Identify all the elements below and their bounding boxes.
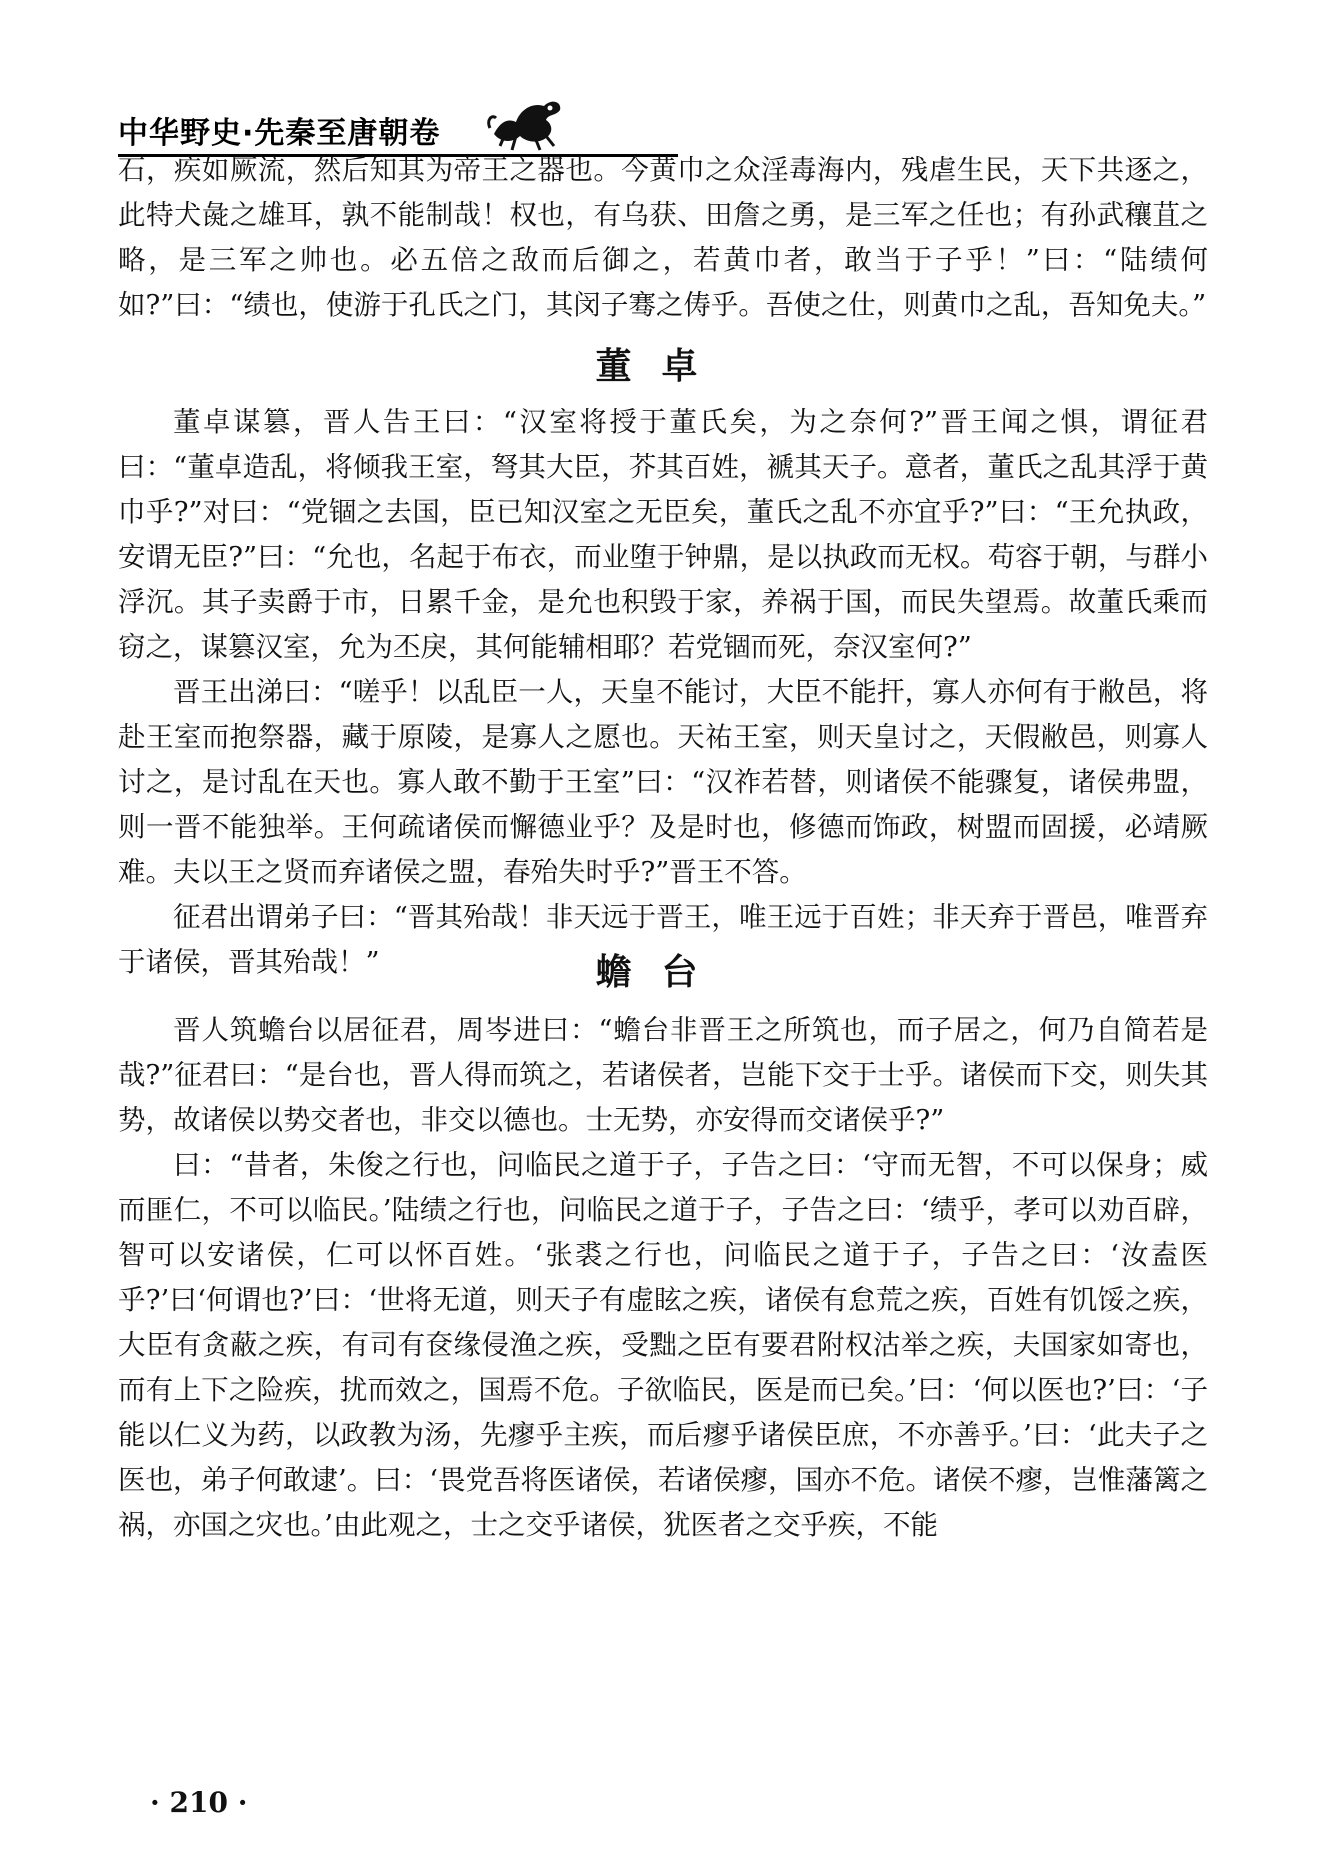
page-number: · 210 · — [150, 1786, 248, 1819]
paragraph: 董卓谋篡，晋人告王曰：“汉室将授于董氏矣，为之奈何?”晋王闻之惧，谓征君曰：“董卓造乱，将倾我王室，弩其大臣，芥其百姓，褫其天子。意者，董氏之乱其浮于黄巾乎?”对曰：“党锢之去国，臣已知汉室之无臣矣，董氏之乱不亦宜乎?”曰：“王允执政，安谓无臣?”曰：“允也，名起于布衣，而业堕于钟鼎，是以执政而无权。苟容于朝，与群小浮沉。其子卖爵于市，日累千金，是允也积毁于家，养祸于国，而民失望焉。故董氏乘而窃之，谋篡汉室，允为丕戾，其何能辅相耶？若党锢而死，奈汉室何?” — [118, 406, 1208, 663]
dragon-ornament-icon — [486, 92, 568, 152]
paragraph: 征君出谓弟子曰：“晋其殆哉！非天远于晋王，唯王远于百姓；非天弃于晋邑，唯晋弃于诸侯，晋其殆哉！” — [118, 901, 1208, 978]
intro-paragraph: 石，疾如厥流，然后知其为帝王之器也。今黄巾之众淫毒海内，残虐生民，天下共逐之，此特犬彘之雄耳，孰不能制哉！权也，有乌获、田詹之勇，是三军之任也；有孙武穰苴之略，是三军之帅也。必五倍之敌而后御之，若黄巾者，敢当于子乎！”曰：“陆绩何如?”曰：“绩也，使游于孔氏之门，其闵子骞之俦乎。吾使之仕，则黄巾之乱，吾知免夫。” — [118, 154, 1208, 321]
section-chantai-text — [118, 1008, 1208, 1548]
section-title-dongzhuo: 董卓 — [595, 345, 728, 387]
paragraph: 晋王出涕曰：“嗟乎！以乱臣一人，天皇不能讨，大臣不能扞，寡人亦何有于敝邑，将赴王室而抱祭器，藏于原陵，是寡人之愿也。天祐王室，则天皇讨之，天假敝邑，则寡人讨之，是讨乱在天也。寡人敢不勤于王室”曰：“汉祚若替，则诸侯不能骤复，诸侯弗盟，则一晋不能独举。王何疏诸侯而懈德业乎？及是时也，修德而饰政，树盟而固援，必靖厥难。夫以王之贤而弃诸侯之盟，春殆失时乎?”晋王不答。 — [118, 676, 1208, 888]
intro-text — [118, 148, 1208, 328]
book-title: 中华野史·先秦至唐朝卷 — [118, 116, 441, 151]
paragraph: 曰：“昔者，朱俊之行也，问临民之道于子，子告之曰：‘守而无智，不可以保身；威而匪仁，不可以临民。’陆绩之行也，问临民之道于子，子告之曰：‘绩乎，孝可以劝百辟，智可以安诸侯，仁可以怀百姓。‘张裘之行也，问临民之道于子，子告之曰：‘汝盍医乎?’曰‘何谓也?’曰：‘世将无道，则天子有虚眩之疾，诸侯有怠荒之疾，百姓有饥馁之疾，大臣有贪蔽之疾，有司有奁缘侵渔之疾，受黜之臣有要君附权沽举之疾，夫国家如寄也，而有上下之险疾，扰而效之，国焉不危。子欲临民，医是而已矣。’曰：‘何以医也?’曰：‘子能以仁义为药，以政教为汤，先瘳乎主疾，而后瘳乎诸侯臣庶，不亦善乎。’曰：‘此夫子之医也，弟子何敢逮’。曰：‘畏党吾将医诸侯，若诸侯瘳，国亦不危。诸侯不瘳，岂惟藩篱之祸，亦国之灾也。’由此观之，士之交乎诸侯，犹医者之交乎疾，不能 — [118, 1149, 1208, 1541]
paragraph: 晋人筑蟾台以居征君，周岑进曰：“蟾台非晋王之所筑也，而子居之，何乃自简若是哉?”征君曰：“是台也，晋人得而筑之，若诸侯者，岂能下交于士乎。诸侯而下交，则失其势，故诸侯以势交者也，非交以德也。士无势，亦安得而交诸侯乎?” — [118, 1014, 1208, 1136]
section-dongzhuo-text — [118, 400, 1208, 985]
section-title-chantai: 蟾台 — [595, 951, 728, 993]
